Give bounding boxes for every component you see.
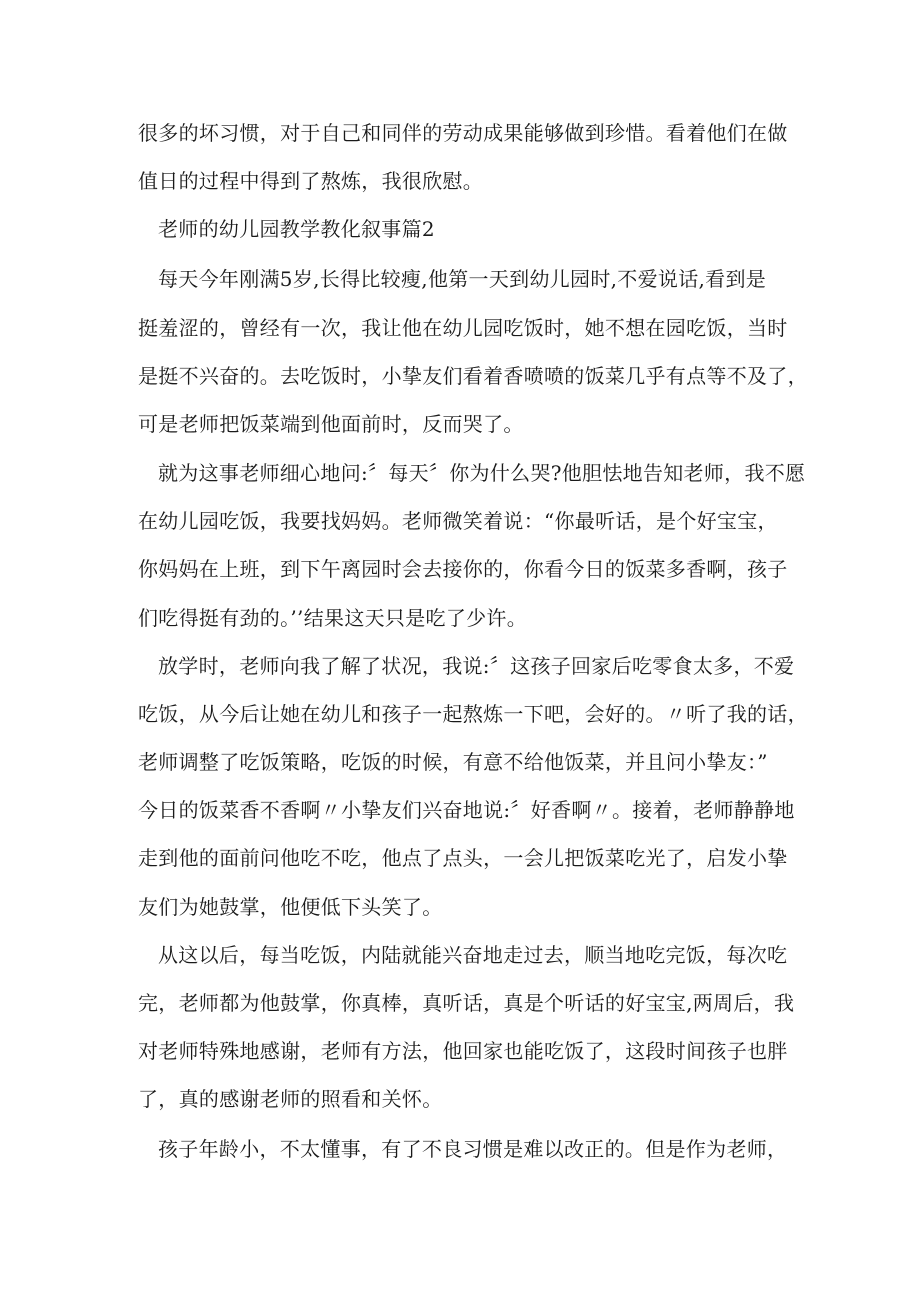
- text-line: 是挺不兴奋的。去吃饭时，小挚友们看着香喷喷的饭菜几乎有点等不及了，: [138, 364, 808, 388]
- text-line: 就为这事老师细心地问:〞每天〞你为什么哭?他胆怯地告知老师，我不愿: [158, 461, 806, 485]
- text-line: 可是老师把饭菜端到他面前时，反而哭了。: [138, 412, 524, 436]
- text-line: 走到他的面前问他吃不吃，他点了点头，一会儿把饭菜吃光了，启发小挚: [138, 846, 788, 870]
- text-line: 你妈妈在上班，到下午离园时会去接你的，你看今日的饭菜多香啊，孩子: [138, 557, 788, 581]
- text-line: 放学时，老师向我了解了状况，我说:〞这孩子回家后吃零食太多，不爱: [158, 654, 795, 678]
- text-line: 孩子年龄小，不太懂事，有了不良习惯是难以改正的。但是作为老师，: [158, 1137, 788, 1161]
- text-line: 吃饭，从今后让她在幼儿和孩子一起熬炼一下吧，会好的。〃听了我的话，: [138, 702, 808, 726]
- text-line: 友们为她鼓掌，他便低下头笑了。: [138, 895, 443, 919]
- text-line: 完，老师都为他鼓掌，你真棒，真听话，真是个听话的好宝宝,两周后，我: [138, 991, 795, 1015]
- text-line: 每天今年刚满5岁,长得比较瘦,他第一天到幼儿园时,不爱说话,看到是: [158, 267, 767, 291]
- text-line: 挺羞涩的，曾经有一次，我让他在幼儿园吃饭时，她不想在园吃饭，当时: [138, 316, 788, 340]
- text-line: 对老师特殊地感谢，老师有方法，他回家也能吃饭了，这段时间孩子也胖: [138, 1039, 788, 1063]
- text-line: 今日的饭菜香不香啊〃小挚友们兴奋地说:〞好香啊〃。接着，老师静静地: [138, 798, 795, 822]
- text-line: 们吃得挺有劲的。’’结果这天只是吃了少许。: [138, 606, 528, 630]
- text-line: 在幼儿园吃饭，我要找妈妈。老师微笑着说：“你最听话，是个好宝宝，: [138, 509, 778, 533]
- section-heading: 老师的幼儿园教学教化叙事篇2: [158, 217, 435, 241]
- text-line: 老师调整了吃饭策略，吃饭的时候，有意不给他饭菜，并且问小挚友：”: [138, 750, 768, 774]
- text-line: 值日的过程中得到了熬炼，我很欣慰。: [138, 169, 484, 193]
- text-line: 了，真的感谢老师的照看和关怀。: [138, 1087, 443, 1111]
- text-line: 很多的坏习惯，对于自己和同伴的劳动成果能够做到珍惜。看着他们在做: [138, 121, 788, 145]
- text-line: 从这以后，每当吃饭，内陆就能兴奋地走过去，顺当地吃完饭，每次吃: [158, 943, 788, 967]
